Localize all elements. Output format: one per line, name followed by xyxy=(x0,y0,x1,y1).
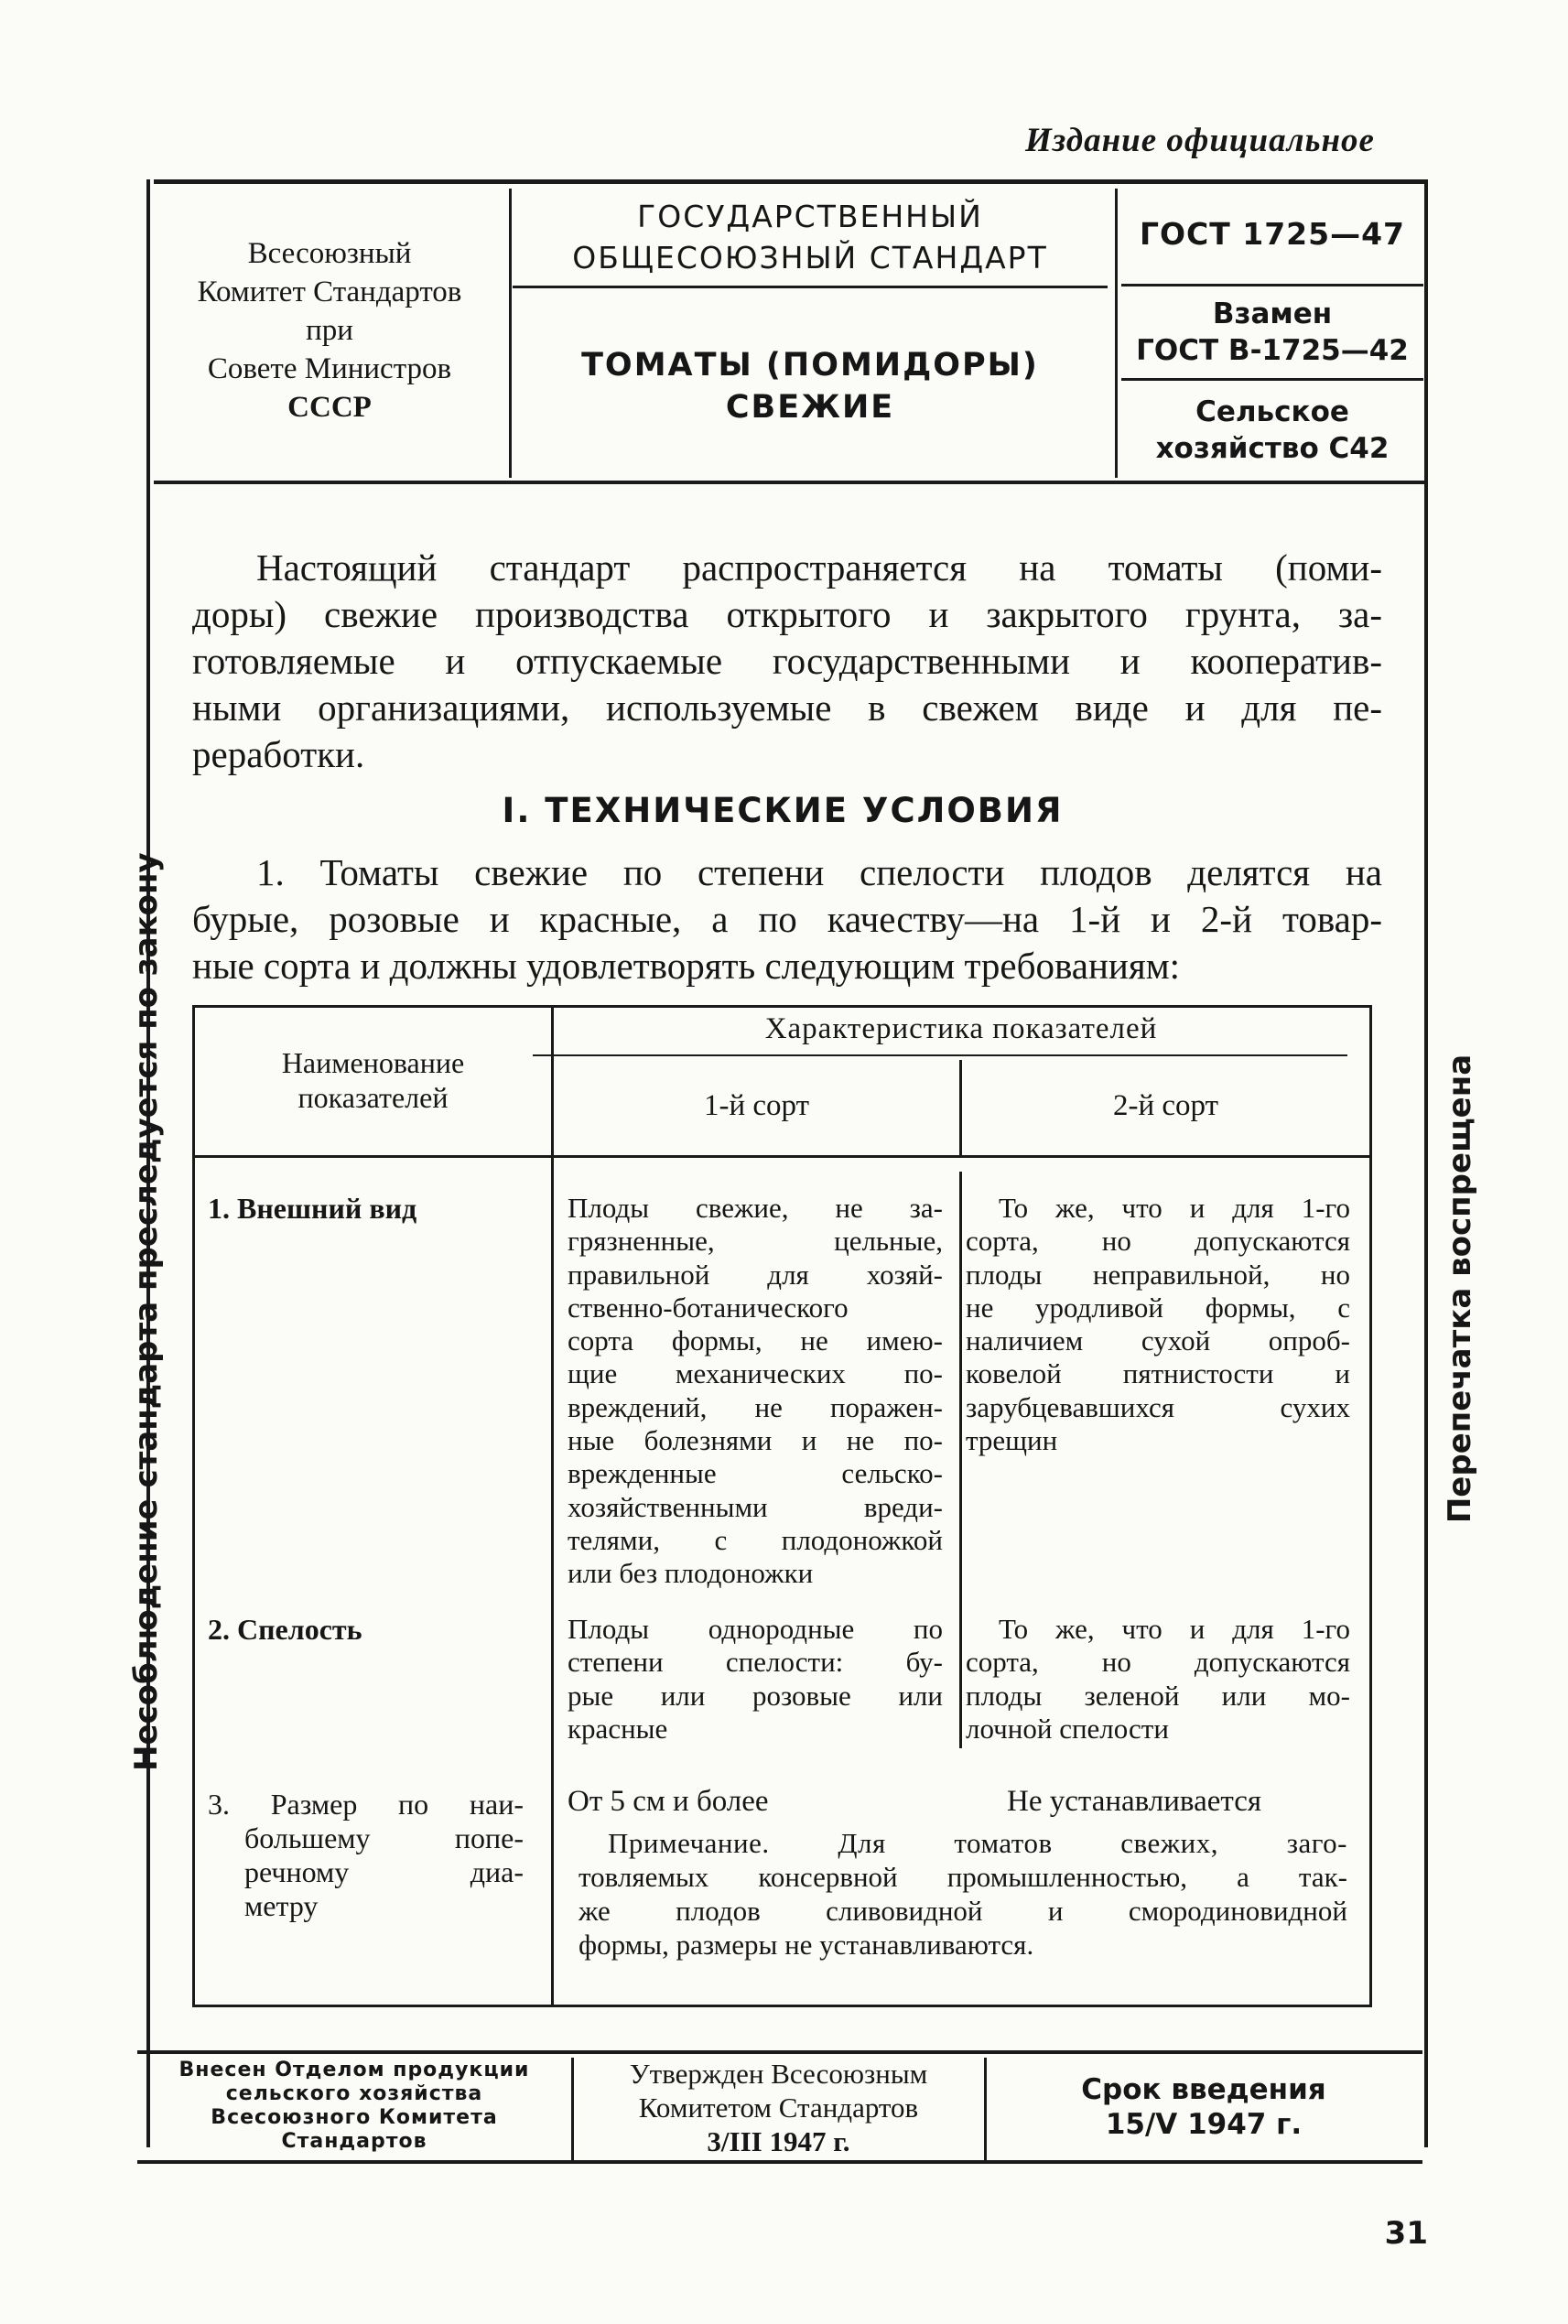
header-top-rule xyxy=(154,179,1428,184)
row-2-grade-2: То же, что и для 1-го сорта, но допускаются плоды зеленой или мо- лочной спелости xyxy=(966,1613,1350,1745)
approved-by: Утвержден Всесоюзным Комитетом Стандартов 3/III 1947 г. xyxy=(629,2058,928,2157)
intro-paragraph: Настоящий стандарт распространяется на томаты (поми- доры) свежие производства открытого и закрытого грунта, за- готовляемые и отпускаемые государственными и кооператив- ными организациями, используемые в свежем виде и для пе- реработки. xyxy=(192,546,1382,775)
header-bottom-rule xyxy=(154,481,1424,484)
row-3-grade-1: От 5 см и более xyxy=(568,1785,769,1818)
issuing-authority: Всесоюзный Комитет Стандартов при Совете Министров СССР xyxy=(197,237,462,424)
row-1-grade-1: Плоды свежие, не за- грязненные, цельные, правильной для хозяй- ственно-ботанического сорта формы, не имею- щие механических по- вреждений, не поражен- ные болезнями и не по- врежденные сельско- хозяйственными вреди- телями, с плодоножкой или без плодоножки xyxy=(568,1192,943,1590)
frame-right-rule xyxy=(1424,179,1428,2147)
replaces-standard: Взамен ГОСТ В-1725—42 xyxy=(1136,297,1409,367)
column-header-grade-2: 2-й сорт xyxy=(1112,1089,1219,1122)
edition-note: Издание официальное xyxy=(1025,122,1375,159)
column-header-indicator: Наименование показателей xyxy=(281,1046,465,1114)
effective-date: Срок введения 15/V 1947 г. xyxy=(1081,2073,1326,2141)
row-3-note: Примечание. Для томатов свежих, заго- товляемых консервной промышленностью, а так- же плодов сливовидной и смородиновидной формы, размеры не устанавливаются. xyxy=(579,1827,1347,1961)
page-number: 31 xyxy=(1384,2215,1428,2252)
row-1-grade-2: То же, что и для 1-го сорта, но допускаются плоды неправильной, но не уродливой формы, с наличием сухой опроб- ковелой пятнистости и зарубцевавшихся сухих трещин xyxy=(966,1192,1350,1457)
category: Сельское хозяйство С42 xyxy=(1155,395,1390,465)
row-3-grade-2: Не устанавливается xyxy=(1007,1785,1262,1818)
submitted-by: Внесен Отделом продукции сельского хозяйства Всесоюзного Комитета Стандартов xyxy=(178,2059,530,2153)
standard-type: ГОСУДАРСТВЕННЫЙ ОБЩЕСОЮЗНЫЙ СТАНДАРТ xyxy=(572,199,1048,276)
gost-number: ГОСТ 1725—47 xyxy=(1139,216,1406,252)
document-title: ТОМАТЫ (ПОМИДОРЫ) СВЕЖИЕ xyxy=(581,347,1039,426)
clause-1: 1. Томаты свежие по степени спелости плодов делятся на бурые, розовые и красные, а по качеству—на 1-й и 2-й товар- ные сорта и должны удовлетворять следующим требованиям: xyxy=(192,851,1382,987)
row-3-name: 3. Размер по наи- большему попе- речному диа- метру xyxy=(208,1788,524,1922)
section-title: I. ТЕХНИЧЕСКИЕ УСЛОВИЯ xyxy=(502,791,1064,830)
side-note-left: Несоблюдение стандарта преследуется по закону xyxy=(128,852,165,1771)
row-1-name: 1. Внешний вид xyxy=(208,1192,417,1225)
side-note-right: Перепечатка воспрещена xyxy=(1442,1054,1478,1524)
column-header-characteristics: Характеристика показателей xyxy=(764,1012,1158,1045)
row-2-grade-1: Плоды однородные по степени спелости: бу- рые или розовые или красные xyxy=(568,1613,943,1745)
column-header-grade-1: 1-й сорт xyxy=(703,1089,810,1122)
row-2-name: 2. Спелость xyxy=(208,1613,362,1646)
